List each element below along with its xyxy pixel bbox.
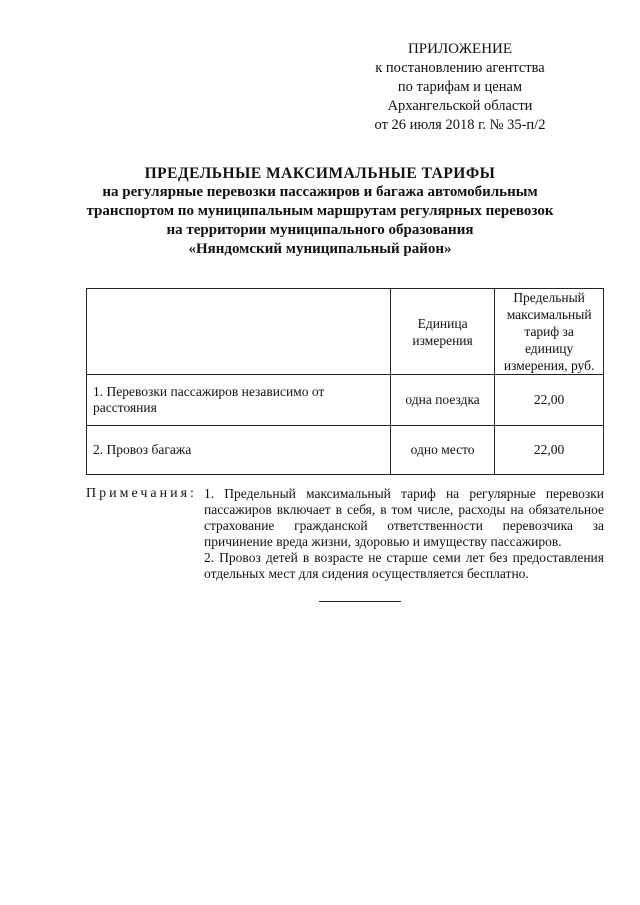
table-row	[87, 375, 604, 426]
heading-line-2: транспортом по муниципальным маршрутам регулярных перевозок	[86, 203, 554, 219]
heading-line-1: на регулярные перевозки пассажиров и багажа автомобильным	[102, 184, 538, 200]
appendix-line-2: по тарифам и ценам	[397, 79, 523, 95]
note-item: 1. Предельный максимальный тариф на регулярные перевозки пассажиров включает в себя, в том числе, расходы на обязательное страхование гражданской ответственности перевозчика за причинение вреда жизни, здоровью и имуществу пассажиров.	[204, 486, 604, 549]
row-unit-cell: одно место	[390, 426, 494, 475]
appendix-line-3: Архангельской области	[387, 98, 533, 114]
appendix-line-1: к постановлению агентства	[375, 60, 545, 76]
row-rate-cell: 22,00	[495, 375, 604, 426]
document-heading	[70, 164, 570, 259]
table-header-row	[87, 289, 604, 375]
appendix-line-4: от 26 июля 2018 г. № 35-п/2	[374, 117, 546, 133]
heading-line-3: на территории муниципального образования	[166, 222, 474, 238]
row-unit-cell: одна поездка	[390, 375, 494, 426]
row-name-cell: 2. Провоз багажа	[87, 426, 391, 475]
header-name-cell	[87, 289, 391, 375]
heading-line-4: «Няндомский муниципальный район»	[188, 241, 452, 257]
notes-body	[204, 486, 604, 582]
tariff-table	[86, 288, 604, 475]
row-name-cell: 1. Перевозки пассажиров независимо от расстояния	[87, 375, 391, 426]
closing-divider	[319, 601, 401, 602]
appendix-title: ПРИЛОЖЕНИЕ	[407, 41, 513, 57]
table-row	[87, 426, 604, 475]
header-rate-cell: Предельный максимальный тариф за единицу измерения, руб.	[495, 289, 604, 375]
header-unit-cell: Единица измерения	[390, 289, 494, 375]
document-title: ПРЕДЕЛЬНЫЕ МАКСИМАЛЬНЫЕ ТАРИФЫ	[144, 165, 496, 182]
note-item: 2. Провоз детей в возрасте не старше семи лет без предоставления отдельных мест для сидения осуществляется бесплатно.	[204, 550, 604, 581]
notes-label: Примечания:	[86, 486, 197, 501]
row-rate-cell: 22,00	[495, 426, 604, 475]
appendix-block	[360, 40, 560, 135]
